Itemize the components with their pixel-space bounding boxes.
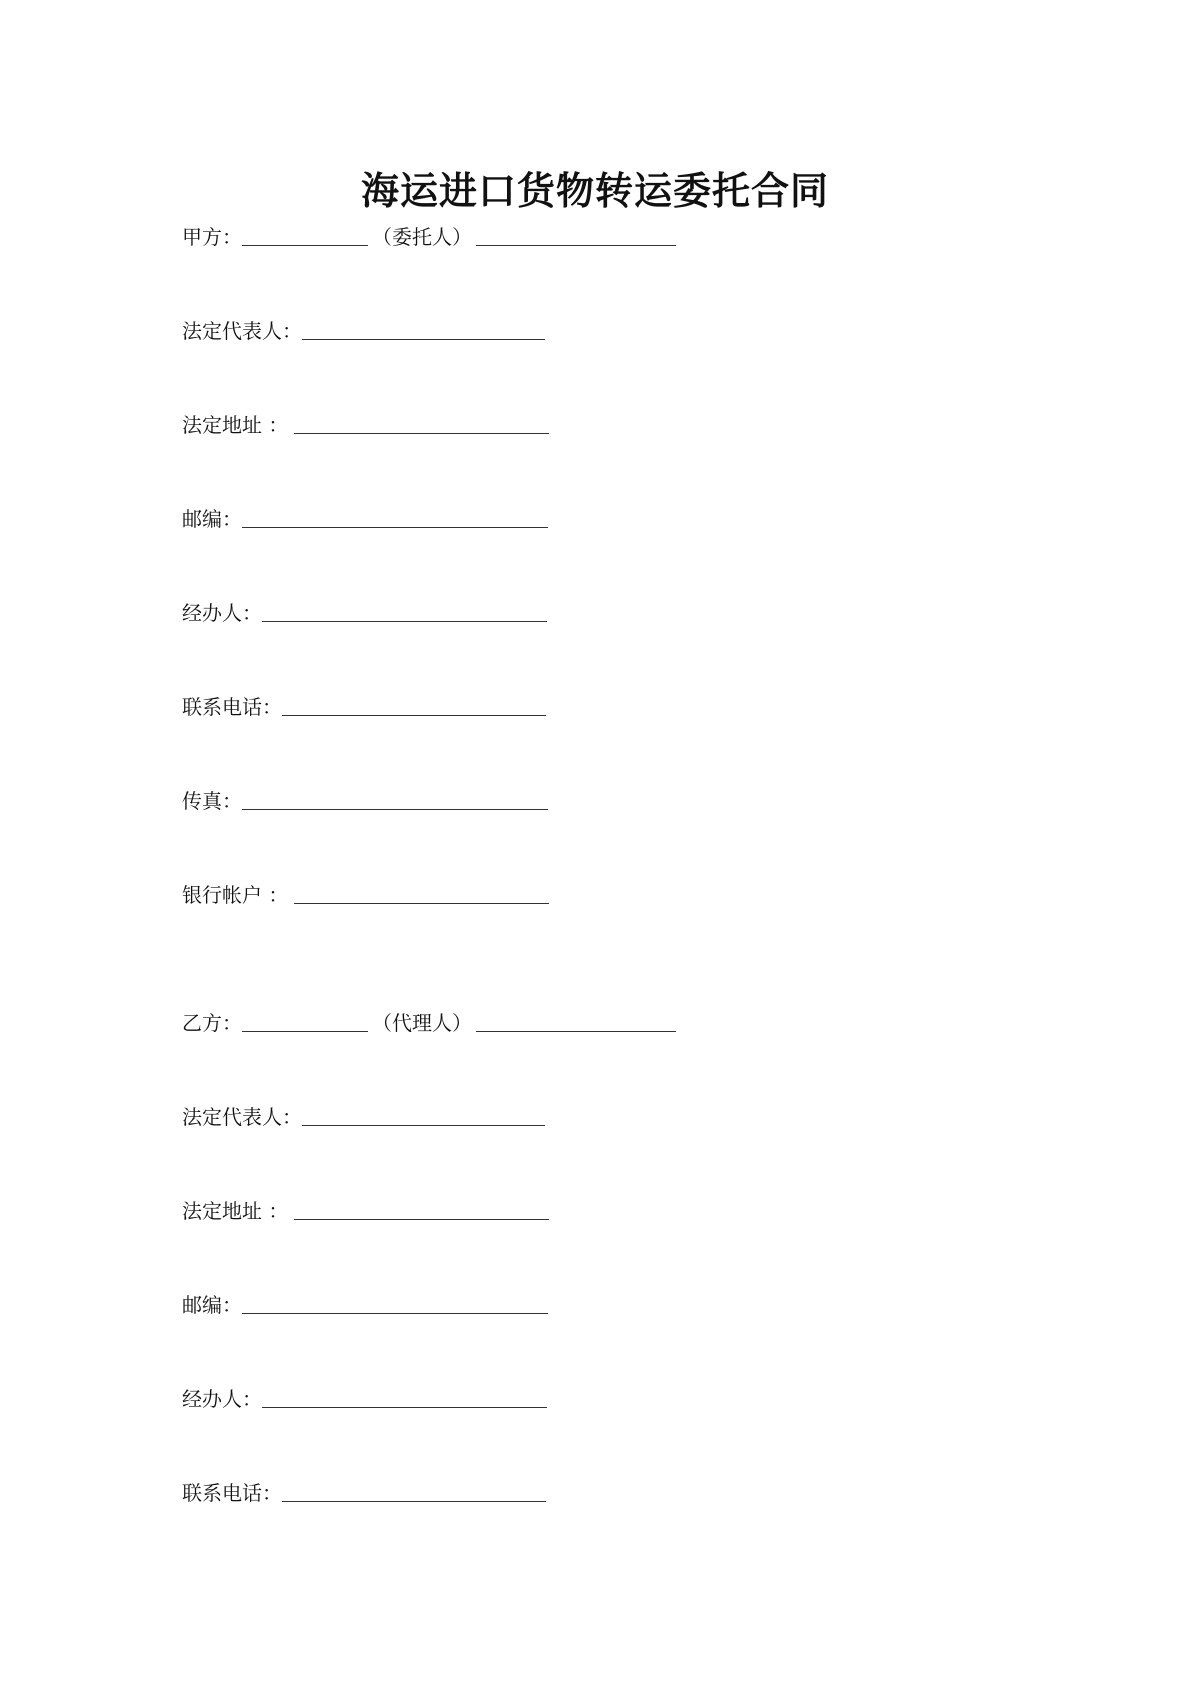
legal-rep-blank[interactable] (302, 338, 545, 340)
field-label: 法定代表人： (182, 1105, 302, 1129)
field-label: 法定代表人： (182, 319, 302, 343)
party-b-name-blank[interactable] (242, 1030, 368, 1032)
document-title: 海运进口货物转运委托合同 (360, 169, 829, 213)
party-b-role: （代理人） (372, 1011, 472, 1035)
handler-blank[interactable] (262, 1406, 547, 1408)
party-b-row (182, 1006, 676, 1036)
party-a-field-fax (182, 784, 548, 814)
handler-blank[interactable] (262, 620, 547, 622)
postcode-blank[interactable] (242, 1312, 548, 1314)
party-b-field-phone (182, 1476, 546, 1506)
bank-account-blank[interactable] (294, 902, 549, 904)
party-a-field-address (182, 408, 549, 438)
field-label: 法定地址 ： (182, 413, 289, 437)
party-b-extra-blank[interactable] (476, 1030, 676, 1032)
address-blank[interactable] (294, 432, 549, 434)
party-b-field-legal-rep (182, 1100, 545, 1130)
field-label: 经办人： (182, 1387, 262, 1411)
fax-blank[interactable] (242, 808, 548, 810)
postcode-blank[interactable] (242, 526, 548, 528)
party-a-field-postcode (182, 502, 548, 532)
party-a-field-legal-rep (182, 314, 545, 344)
field-label: 经办人： (182, 601, 262, 625)
party-a-field-phone (182, 690, 546, 720)
legal-rep-blank[interactable] (302, 1124, 545, 1126)
party-b-field-address (182, 1194, 549, 1224)
field-label: 邮编： (182, 507, 242, 531)
phone-blank[interactable] (282, 1500, 546, 1502)
phone-blank[interactable] (282, 714, 546, 716)
field-label: 传真： (182, 789, 242, 813)
party-a-field-handler (182, 596, 547, 626)
party-a-row (182, 220, 676, 250)
field-label: 联系电话： (182, 1481, 282, 1505)
party-b-field-handler (182, 1382, 547, 1412)
field-label: 银行帐户 ： (182, 883, 289, 907)
party-a-name-blank[interactable] (242, 244, 368, 246)
party-a-role: （委托人） (372, 225, 472, 249)
party-a-extra-blank[interactable] (476, 244, 676, 246)
field-label: 联系电话： (182, 695, 282, 719)
party-b-field-postcode (182, 1288, 548, 1318)
party-b-label: 乙方： (182, 1011, 242, 1035)
party-a-label: 甲方： (182, 225, 242, 249)
field-label: 法定地址 ： (182, 1199, 289, 1223)
address-blank[interactable] (294, 1218, 549, 1220)
field-label: 邮编： (182, 1293, 242, 1317)
party-a-field-bank-account (182, 878, 549, 908)
